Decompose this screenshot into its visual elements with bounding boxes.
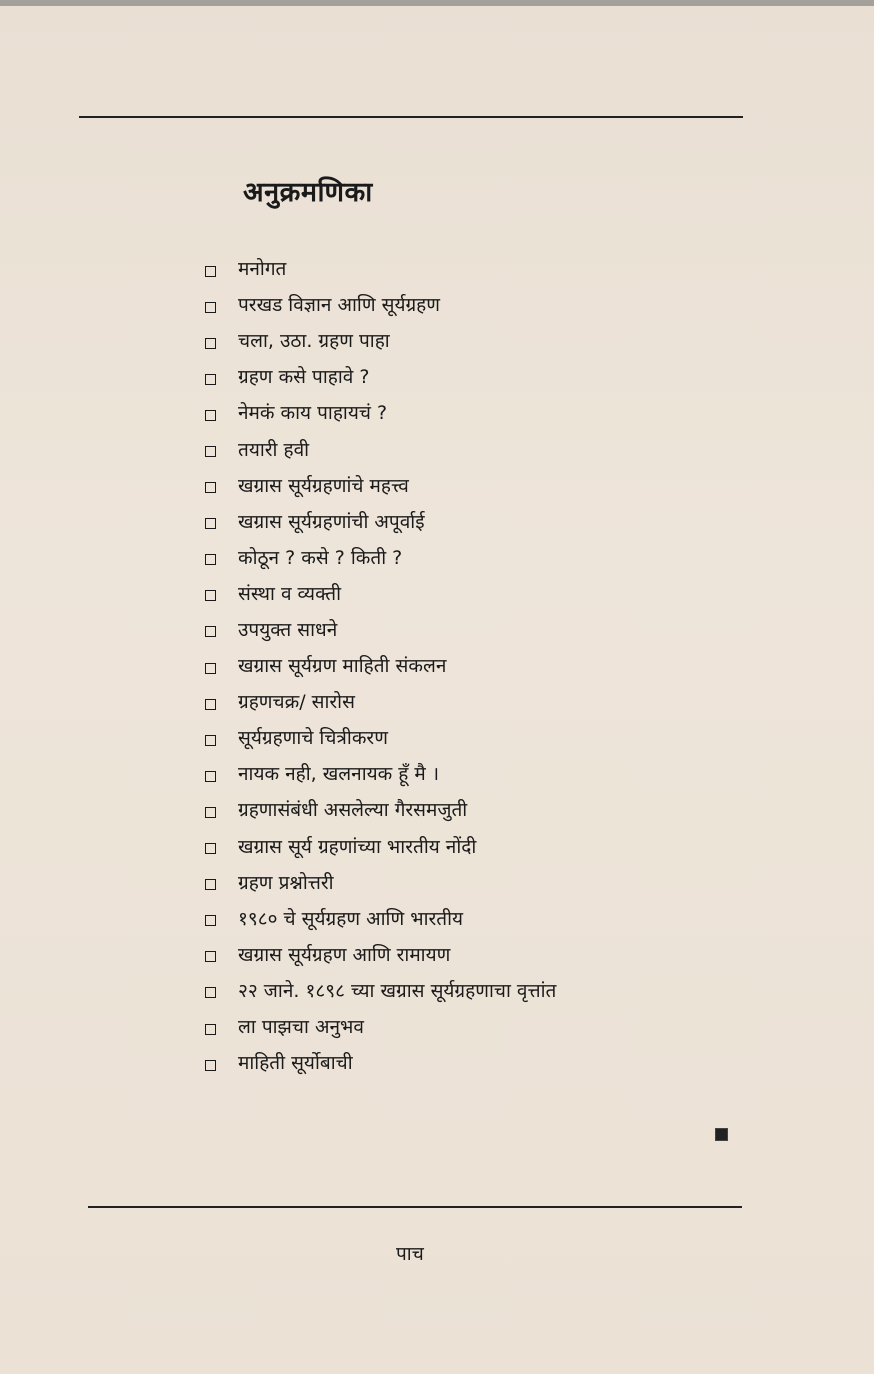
toc-entry-label: ग्रहण कसे पाहावे ?: [238, 366, 370, 389]
toc-entry: [205, 430, 556, 466]
toc-entry-label: तयारी हवी: [238, 438, 310, 461]
toc-entry: [205, 1044, 556, 1080]
bullet-box-icon: [205, 266, 216, 277]
toc-entry-label: २२ जाने. १८९८ च्या खग्रास सूर्यग्रहणाचा वृत्तांत: [238, 979, 557, 1002]
bullet-box-icon: [205, 554, 216, 565]
bullet-box-icon: [205, 374, 216, 385]
toc-entry: [205, 828, 556, 864]
bullet-box-icon: [205, 699, 216, 710]
toc-entry-label: उपयुक्त साधने: [238, 618, 338, 641]
toc-entry-label: परखड विज्ञान आणि सूर्यग्रहण: [238, 294, 441, 317]
toc-entry: [205, 503, 556, 539]
bullet-box-icon: [205, 879, 216, 890]
toc-entry: [205, 864, 556, 900]
toc-entry-label: नायक नही, खलनायक हूँ मै ।: [238, 763, 440, 786]
toc-entry: [205, 647, 556, 683]
toc-entry-label: ग्रहणासंबंधी असलेल्या गैरसमजुती: [238, 799, 468, 822]
toc-entry: [205, 250, 556, 286]
toc-entry: [205, 972, 556, 1008]
toc-entry: [205, 755, 556, 791]
page-number: पाच: [396, 1243, 424, 1265]
toc-entry: [205, 467, 556, 503]
toc-entry-label: खग्रास सूर्यग्रहण आणि रामायण: [238, 943, 451, 966]
toc-entry-label: मनोगत: [238, 258, 287, 281]
bullet-box-icon: [205, 1060, 216, 1071]
bullet-box-icon: [205, 915, 216, 926]
toc-entry-label: खग्रास सूर्य ग्रहणांच्या भारतीय नोंदी: [238, 835, 477, 858]
bullet-box-icon: [205, 771, 216, 782]
bullet-box-icon: [205, 626, 216, 637]
bullet-box-icon: [205, 518, 216, 529]
bullet-box-icon: [205, 951, 216, 962]
toc-entry-label: ग्रहणचक्र/ सारोस: [238, 691, 355, 714]
bullet-box-icon: [205, 590, 216, 601]
toc-entry-label: १९८० चे सूर्यग्रहण आणि भारतीय: [238, 907, 464, 930]
toc-entry: [205, 358, 556, 394]
bullet-box-icon: [205, 302, 216, 313]
toc-entry: [205, 611, 556, 647]
toc-entry-label: चला, उठा. ग्रहण पाहा: [238, 330, 390, 353]
toc-heading: अनुक्रमणिका: [243, 177, 373, 208]
toc-entry: [205, 936, 556, 972]
toc-entry-label: नेमकं काय पाहायचं ?: [238, 402, 388, 425]
toc-entry: [205, 791, 556, 827]
toc-entry-label: खग्रास सूर्यग्रण माहिती संकलन: [238, 655, 447, 678]
bottom-rule: [88, 1206, 742, 1208]
bullet-box-icon: [205, 338, 216, 349]
toc-entry: [205, 575, 556, 611]
page-top-edge: [0, 0, 874, 6]
toc-entry: [205, 394, 556, 430]
toc-entry-label: खग्रास सूर्यग्रहणांचे महत्त्व: [238, 474, 409, 497]
bullet-box-icon: [205, 446, 216, 457]
bullet-box-icon: [205, 410, 216, 421]
toc-entry: [205, 539, 556, 575]
toc-entry: [205, 322, 556, 358]
toc-entry: [205, 1008, 556, 1044]
bullet-box-icon: [205, 807, 216, 818]
toc-entry-label: खग्रास सूर्यग्रहणांची अपूर्वाई: [238, 510, 425, 533]
toc-entry-label: सूर्यग्रहणाचे चित्रीकरण: [238, 727, 388, 750]
end-marker-icon: [715, 1128, 728, 1141]
toc-entry: [205, 683, 556, 719]
toc-entry-label: संस्था व व्यक्ती: [238, 582, 342, 605]
bullet-box-icon: [205, 735, 216, 746]
toc-entry: [205, 719, 556, 755]
toc-entry: [205, 900, 556, 936]
bullet-box-icon: [205, 987, 216, 998]
toc-entry: [205, 286, 556, 322]
bullet-box-icon: [205, 663, 216, 674]
toc-list: [205, 250, 556, 1080]
toc-entry-label: कोठून ? कसे ? किती ?: [238, 546, 403, 569]
toc-entry-label: ग्रहण प्रश्नोत्तरी: [238, 871, 334, 894]
bullet-box-icon: [205, 1024, 216, 1035]
top-rule: [79, 116, 743, 118]
toc-entry-label: माहिती सूर्योबाची: [238, 1052, 353, 1075]
toc-entry-label: ला पाझचा अनुभव: [238, 1016, 364, 1039]
bullet-box-icon: [205, 482, 216, 493]
bullet-box-icon: [205, 843, 216, 854]
